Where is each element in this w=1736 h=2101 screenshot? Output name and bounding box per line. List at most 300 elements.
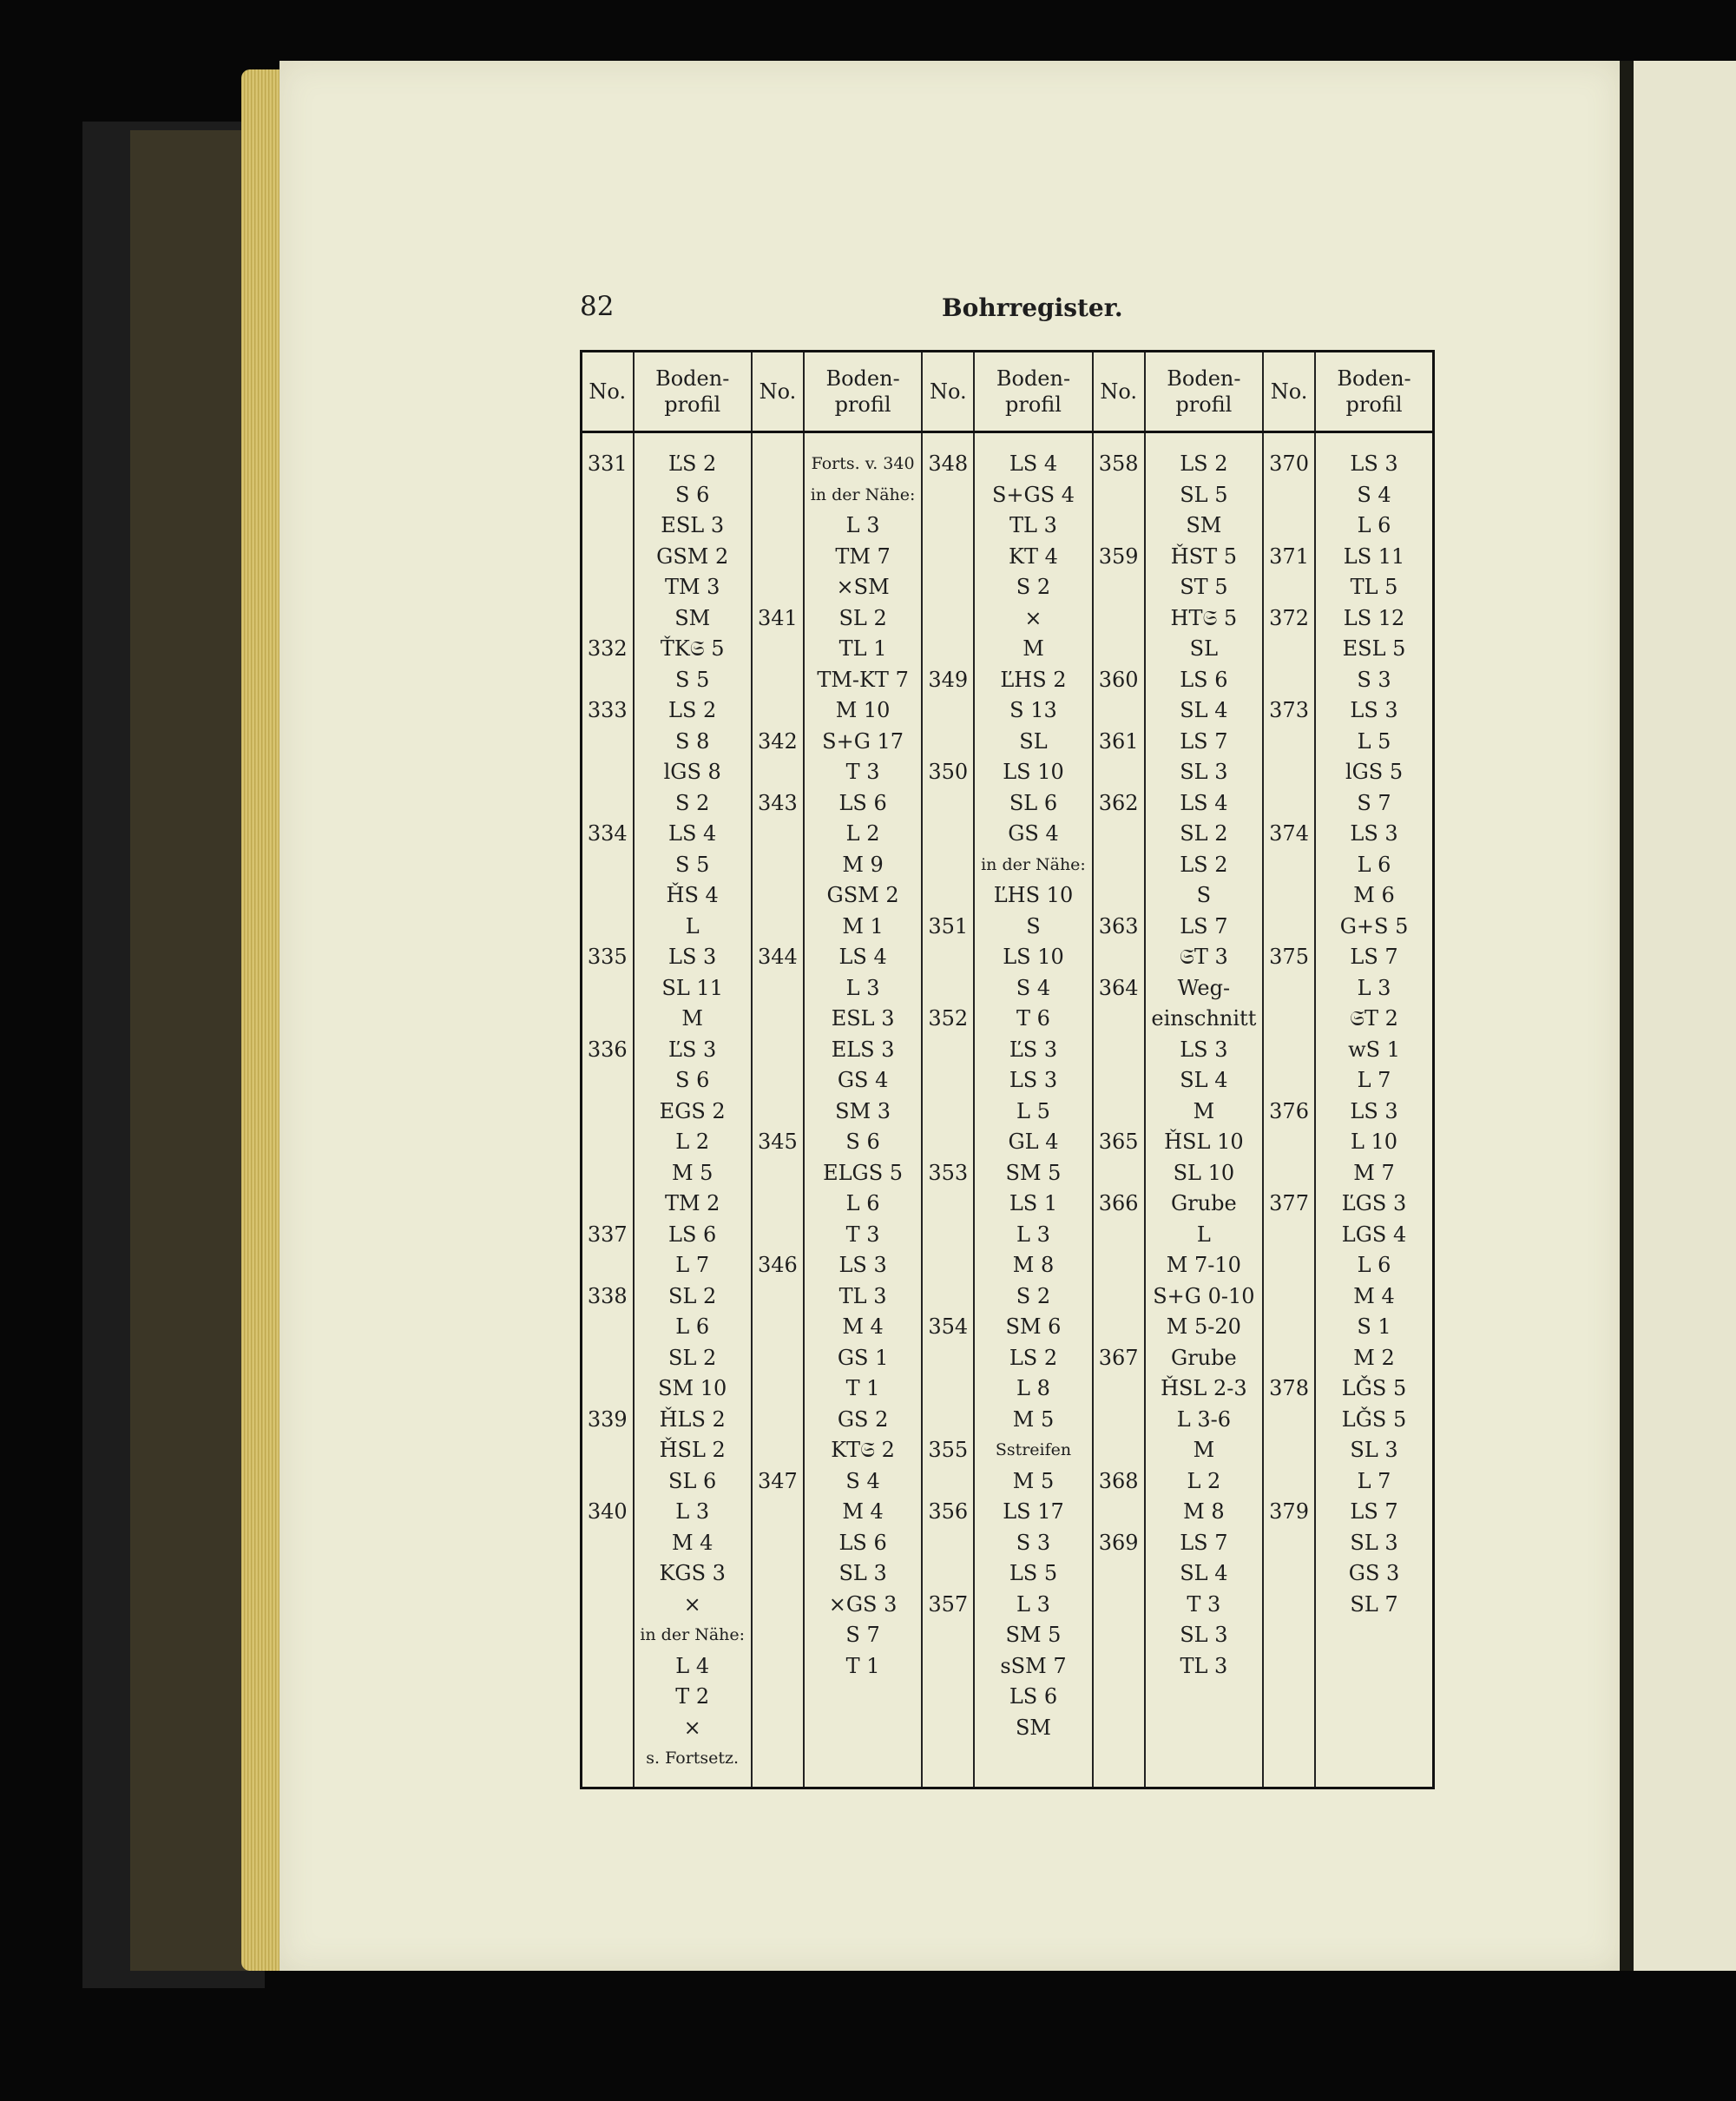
- boring-number: [1266, 1035, 1312, 1066]
- boring-number: 372: [1269, 605, 1309, 630]
- profile-line: ĽS 3: [1009, 1037, 1058, 1062]
- profile-line: lGS 8: [663, 760, 721, 784]
- profile-line: M 4: [1353, 1283, 1395, 1308]
- profile-line: ȞSL 10: [1164, 1130, 1244, 1154]
- profile-line: 𝔖T 2: [1350, 1006, 1398, 1031]
- boring-number: [1095, 1435, 1142, 1466]
- header-row: [582, 352, 1434, 432]
- boring-number: [754, 850, 801, 881]
- profile-line: sSM 7: [1000, 1653, 1067, 1678]
- boring-number: [924, 603, 971, 635]
- profile-line: L 3: [1357, 975, 1391, 1000]
- profile-line: M 2: [1353, 1345, 1395, 1370]
- profile-line: ESL 5: [1342, 636, 1406, 661]
- boring-number: 379: [1269, 1499, 1309, 1524]
- boring-number: [1095, 1004, 1142, 1035]
- boring-number: [584, 1590, 631, 1621]
- profile-line: EGS 2: [659, 1098, 726, 1123]
- boring-number: [924, 480, 971, 511]
- profile-line: M 8: [1012, 1253, 1055, 1277]
- boring-number: 343: [757, 790, 798, 815]
- profile-line: ×: [683, 1715, 701, 1740]
- boring-number: [1095, 1312, 1142, 1343]
- profile-line: SL 2: [668, 1345, 717, 1370]
- profile-line: S 1: [1357, 1314, 1391, 1339]
- profile-line: M 1: [842, 913, 884, 939]
- profile-line: TL 1: [838, 636, 887, 661]
- boring-number: [1095, 1035, 1142, 1066]
- profile-line: LS 4: [1180, 790, 1228, 815]
- profile-line: LS 11: [1343, 543, 1405, 569]
- profile-line: L 3: [845, 975, 880, 1000]
- profile-line: einschnitt: [1151, 1006, 1257, 1031]
- profile-line: ×: [683, 1591, 701, 1617]
- profile-line: ELGS 5: [823, 1160, 904, 1185]
- boring-number: 340: [587, 1499, 628, 1524]
- profile-line: L 3: [845, 513, 880, 537]
- boring-number: [1095, 603, 1142, 635]
- boring-number: [924, 1065, 971, 1097]
- profile-line: LS 3: [668, 945, 717, 969]
- header-no: No.: [922, 352, 974, 432]
- profile-line: M: [1023, 636, 1044, 661]
- profile-line: ȞST 5: [1170, 543, 1237, 569]
- profile-line: LS 2: [1180, 451, 1228, 476]
- profile-line: S+G 0-10: [1153, 1283, 1255, 1308]
- profile-line: LS 2: [1180, 852, 1228, 877]
- profile-line: S 2: [675, 790, 710, 815]
- boring-number: [924, 542, 971, 573]
- profile-line: SL 7: [1350, 1591, 1398, 1617]
- profile-line: TL 3: [1009, 513, 1057, 537]
- header-profile: Boden- profil: [1315, 352, 1433, 432]
- boring-number: [584, 1435, 631, 1466]
- header-profile: Boden- profil: [634, 352, 752, 432]
- boring-number: [1095, 1373, 1142, 1405]
- profile-line: ȞS 4: [666, 883, 719, 907]
- boring-number: [924, 1281, 971, 1313]
- boring-number: [1266, 510, 1312, 542]
- boring-number: 358: [1098, 451, 1139, 476]
- profile-line: LS 7: [1350, 945, 1398, 969]
- boring-number: [1095, 1558, 1142, 1590]
- profile-line: SL 5: [1180, 482, 1228, 507]
- boring-number: [584, 1466, 631, 1498]
- boring-number: [754, 1343, 801, 1374]
- profile-line: S 4: [845, 1468, 880, 1493]
- profile-line: KT𝔖 2: [831, 1438, 895, 1462]
- boring-number: [1095, 572, 1142, 603]
- profile-line: S 8: [675, 728, 710, 754]
- profile-line: LS 7: [1180, 1530, 1228, 1555]
- boring-number: [1095, 695, 1142, 727]
- profile-line: S 6: [845, 1130, 880, 1154]
- drill-register-table: [580, 350, 1435, 1789]
- profile-line: M 5-20: [1166, 1314, 1241, 1339]
- boring-number: [1095, 1281, 1142, 1313]
- profile-line: L 3: [1016, 1591, 1050, 1617]
- boring-number: 378: [1269, 1376, 1309, 1400]
- profile-line: SM 5: [1005, 1623, 1062, 1647]
- boring-number: [1266, 757, 1312, 788]
- boring-number: [924, 634, 971, 665]
- boring-number: [584, 850, 631, 881]
- profile-line: LS 3: [1350, 821, 1398, 846]
- boring-number: [584, 572, 631, 603]
- profile-line: SL: [1019, 728, 1048, 754]
- profile-line: ȞSL 2: [659, 1438, 726, 1462]
- profile-line: SL 3: [1350, 1530, 1398, 1555]
- profile-line: L: [1196, 1222, 1211, 1247]
- profile-line: SL 4: [1180, 1561, 1228, 1585]
- boring-number: 344: [757, 945, 798, 969]
- profile-line: SL 6: [668, 1468, 717, 1493]
- boring-number: [1266, 1312, 1312, 1343]
- boring-number: [924, 1189, 971, 1220]
- boring-number: [754, 1312, 801, 1343]
- profile-line: TM-KT 7: [817, 667, 909, 692]
- profile-line: TL 3: [838, 1283, 887, 1308]
- profile-line: T 1: [845, 1376, 880, 1400]
- boring-number: [1095, 1590, 1142, 1621]
- profile-line: S 6: [675, 1068, 710, 1092]
- profile-line: GSM 2: [656, 543, 729, 569]
- profile-line: Grube: [1171, 1191, 1237, 1215]
- profile-line: S 3: [1016, 1530, 1051, 1555]
- profile-line: ĽS 3: [668, 1037, 717, 1062]
- profile-line: SM: [1186, 513, 1222, 537]
- profile-line: M 8: [1183, 1499, 1225, 1524]
- profile-line: L 6: [675, 1314, 710, 1339]
- boring-number: [1266, 1435, 1312, 1466]
- boring-number: [584, 542, 631, 573]
- profile-line: SL 3: [1180, 760, 1228, 784]
- boring-number: [1266, 634, 1312, 665]
- profile-line: lGS 5: [1345, 760, 1404, 784]
- boring-number: [754, 542, 801, 573]
- profile-line: in der Nähe:: [640, 1625, 746, 1644]
- boring-number: [1095, 480, 1142, 511]
- boring-number: 377: [1269, 1191, 1309, 1215]
- boring-number: [1266, 1281, 1312, 1313]
- boring-number: [754, 1497, 801, 1528]
- profile-line: M 9: [842, 852, 884, 877]
- boring-number: 364: [1098, 975, 1139, 1000]
- boring-number: 376: [1269, 1098, 1309, 1123]
- boring-number: [754, 912, 801, 943]
- profile-line: L 3: [1016, 1222, 1050, 1247]
- boring-number: [924, 727, 971, 758]
- profile-line: T 1: [845, 1653, 880, 1678]
- boring-number: 361: [1098, 728, 1139, 754]
- profile-line: GS 4: [1008, 821, 1059, 846]
- profile-line: M 5: [1012, 1468, 1055, 1493]
- boring-number: [924, 1035, 971, 1066]
- profile-line: M 4: [671, 1530, 713, 1555]
- profile-line: SL 2: [838, 605, 887, 630]
- register-body: [582, 432, 1434, 1788]
- profile-line: T 2: [675, 1684, 710, 1709]
- profile-line: LS 6: [838, 1530, 887, 1555]
- profile-line: S 5: [675, 667, 710, 692]
- profile-line: TM 2: [664, 1191, 720, 1215]
- profile-line: T 3: [845, 760, 880, 784]
- boring-number: [754, 510, 801, 542]
- number-column: [582, 432, 634, 1788]
- boring-number: [1266, 788, 1312, 820]
- profile-line: ŤK𝔖 5: [660, 636, 725, 661]
- boring-number: 338: [587, 1283, 628, 1308]
- profile-line: M 7-10: [1166, 1253, 1241, 1277]
- boring-number: [754, 1065, 801, 1097]
- profile-line: ×SM: [836, 575, 890, 599]
- boring-number: [584, 480, 631, 511]
- profile-line: GS 3: [1348, 1561, 1400, 1585]
- profile-line: LS 10: [1003, 945, 1064, 969]
- profile-line: TL 5: [1350, 575, 1398, 599]
- profile-line: LS 4: [668, 821, 717, 846]
- boring-number: [1095, 1220, 1142, 1251]
- boring-number: [1266, 1343, 1312, 1374]
- boring-number: [924, 1250, 971, 1281]
- boring-number: [584, 880, 631, 912]
- boring-number: [1095, 1097, 1142, 1128]
- boring-number: [754, 695, 801, 727]
- boring-number: [584, 1189, 631, 1220]
- profile-line: GSM 2: [826, 883, 899, 907]
- boring-number: [924, 695, 971, 727]
- boring-number: [754, 880, 801, 912]
- boring-number: [754, 1435, 801, 1466]
- boring-number: [584, 757, 631, 788]
- profile-line: S+G 17: [822, 728, 904, 754]
- profile-line: SM 5: [1005, 1160, 1062, 1185]
- profile-line: SL 11: [661, 975, 723, 1000]
- profile-line: SL: [1189, 636, 1219, 661]
- profile-line: LS 3: [1350, 1098, 1398, 1123]
- boring-number: [924, 1127, 971, 1158]
- profile-line: M 6: [1353, 883, 1395, 907]
- profile-line: GS 4: [837, 1068, 889, 1092]
- profile-line: ĽHS 2: [1000, 667, 1067, 692]
- profile-line: M 5: [671, 1160, 713, 1185]
- profile-line: Forts. v. 340: [811, 454, 915, 473]
- profile-line: SL 3: [1180, 1623, 1228, 1647]
- boring-number: [584, 1373, 631, 1405]
- profile-line: ĽHS 10: [993, 883, 1074, 907]
- profile-line: ESL 3: [831, 1006, 895, 1031]
- profile-line: LS 1: [1009, 1191, 1058, 1215]
- boring-number: [754, 1220, 801, 1251]
- boring-number: [1095, 880, 1142, 912]
- profile-line: LS 4: [1009, 451, 1058, 476]
- boring-number: 370: [1269, 451, 1309, 476]
- profile-line: L 6: [1357, 1253, 1391, 1277]
- boring-number: [924, 510, 971, 542]
- boring-number: [1266, 880, 1312, 912]
- boring-number: [584, 1620, 631, 1651]
- boring-number: [584, 1528, 631, 1559]
- boring-number: [584, 1713, 631, 1744]
- profile-line: LǦS 5: [1341, 1376, 1407, 1400]
- boring-number: [924, 1343, 971, 1374]
- boring-number: [924, 1620, 971, 1651]
- boring-number: [924, 819, 971, 850]
- profile-line: M 10: [835, 698, 891, 722]
- profile-line: ESL 3: [661, 513, 725, 537]
- boring-number: 352: [928, 1006, 969, 1031]
- boring-number: [924, 1373, 971, 1405]
- profile-line: LS 4: [838, 945, 887, 969]
- boring-number: [1266, 1405, 1312, 1436]
- boring-number: 351: [928, 913, 969, 939]
- boring-number: [1266, 1065, 1312, 1097]
- boring-number: [924, 942, 971, 973]
- boring-number: [924, 973, 971, 1004]
- profile-line: LS 7: [1180, 913, 1228, 939]
- profile-line: SM 3: [835, 1098, 891, 1123]
- boring-number: [1266, 1250, 1312, 1281]
- header-profile: Boden- profil: [974, 352, 1092, 432]
- profile-line: 𝔖T 3: [1179, 945, 1228, 969]
- profile-line: LS 3: [1350, 451, 1398, 476]
- boring-number: [754, 449, 801, 480]
- boring-number: 333: [587, 698, 628, 722]
- profile-line: HT𝔖 5: [1170, 605, 1238, 630]
- profile-line: S 13: [1009, 698, 1057, 722]
- profile-line: SL 6: [1009, 790, 1058, 815]
- profile-line: M: [681, 1006, 703, 1031]
- boring-number: [1266, 1220, 1312, 1251]
- boring-number: 354: [928, 1314, 969, 1339]
- profile-line: L 2: [1187, 1468, 1221, 1493]
- profile-line: GS 1: [837, 1345, 889, 1370]
- profile-line: S 5: [675, 852, 710, 877]
- profile-line: SM: [674, 605, 711, 630]
- profile-line: S 7: [845, 1623, 880, 1647]
- boring-number: [1266, 1528, 1312, 1559]
- boring-number: 363: [1098, 913, 1139, 939]
- boring-number: [754, 572, 801, 603]
- profile-line: S+GS 4: [991, 482, 1075, 507]
- boring-number: [1095, 1651, 1142, 1683]
- boring-number: [584, 1312, 631, 1343]
- profile-line: L 8: [1016, 1376, 1050, 1400]
- profile-line: LS 17: [1003, 1499, 1064, 1524]
- profile-line: L 10: [1350, 1130, 1398, 1154]
- number-column: [1263, 432, 1315, 1788]
- boring-number: [1095, 510, 1142, 542]
- boring-number: 371: [1269, 543, 1309, 569]
- profile-line: LS 3: [1180, 1037, 1228, 1062]
- boring-number: 360: [1098, 667, 1139, 692]
- boring-number: [1095, 1497, 1142, 1528]
- profile-line: s. Fortsetz.: [646, 1749, 740, 1768]
- profile-line: SL 2: [668, 1283, 717, 1308]
- profile-line: ȞLS 2: [659, 1406, 726, 1432]
- profile-line: LS 2: [1009, 1345, 1058, 1370]
- boring-number: [584, 1558, 631, 1590]
- profile-line: LS 3: [1009, 1068, 1058, 1092]
- profile-line: SL 4: [1180, 1068, 1228, 1092]
- boring-number: 342: [757, 728, 798, 754]
- page-number: 82: [580, 291, 615, 322]
- boring-number: [754, 1158, 801, 1189]
- boring-number: [754, 1281, 801, 1313]
- profile-line: LS 7: [1350, 1499, 1398, 1524]
- boring-number: [584, 1004, 631, 1035]
- boring-number: 369: [1098, 1530, 1139, 1555]
- profile-line: ×: [1024, 605, 1042, 630]
- profile-line: S 3: [1357, 667, 1391, 692]
- boring-number: [754, 1035, 801, 1066]
- boring-number: 368: [1098, 1468, 1139, 1493]
- boring-number: 331: [587, 451, 628, 476]
- profile-line: in der Nähe:: [981, 854, 1086, 874]
- profile-line: M 5: [1012, 1406, 1055, 1432]
- boring-number: 374: [1269, 821, 1309, 846]
- profile-line: LS 6: [1180, 667, 1228, 692]
- boring-number: [1095, 819, 1142, 850]
- profile-line: T 3: [845, 1222, 880, 1247]
- profile-line: ĽS 2: [668, 451, 717, 476]
- boring-number: [924, 788, 971, 820]
- boring-number: [924, 1558, 971, 1590]
- profile-column: [634, 432, 752, 1788]
- profile-column: [974, 432, 1092, 1788]
- profile-line: ȞSL 2-3: [1161, 1376, 1247, 1400]
- facing-page: [1634, 61, 1736, 1971]
- boring-number: [754, 480, 801, 511]
- boring-number: 373: [1269, 698, 1309, 722]
- profile-column: [1315, 432, 1433, 1788]
- boring-number: [1266, 1590, 1312, 1621]
- profile-line: S 2: [1016, 575, 1051, 599]
- boring-number: [584, 1158, 631, 1189]
- boring-number: 350: [928, 760, 969, 784]
- profile-line: M: [1193, 1098, 1215, 1123]
- profile-line: SM: [1015, 1715, 1051, 1740]
- boring-number: [924, 850, 971, 881]
- boring-number: [754, 665, 801, 696]
- boring-number: 355: [928, 1438, 969, 1462]
- boring-number: [1266, 1558, 1312, 1590]
- profile-line: LS 10: [1003, 760, 1064, 784]
- running-head: Bohrregister.: [942, 293, 1123, 322]
- profile-line: TM 3: [664, 575, 720, 599]
- boring-number: [1095, 1250, 1142, 1281]
- boring-number: [584, 973, 631, 1004]
- boring-number: [924, 572, 971, 603]
- boring-number: 347: [757, 1468, 798, 1493]
- profile-line: S: [1026, 913, 1041, 939]
- number-column: [752, 432, 804, 1788]
- profile-line: SL 10: [1173, 1160, 1235, 1185]
- profile-line: L: [685, 913, 700, 939]
- profile-line: TM 7: [835, 543, 891, 569]
- boring-number: 356: [928, 1499, 969, 1524]
- profile-line: M 4: [842, 1314, 884, 1339]
- boring-number: 353: [928, 1160, 969, 1185]
- profile-line: L 3: [675, 1499, 710, 1524]
- boring-number: [1095, 1405, 1142, 1436]
- boring-number: [1095, 1158, 1142, 1189]
- boring-number: [1095, 1065, 1142, 1097]
- profile-column: [1145, 432, 1263, 1788]
- boring-number: [754, 757, 801, 788]
- profile-line: LS 7: [1180, 728, 1228, 754]
- boring-number: [1266, 1127, 1312, 1158]
